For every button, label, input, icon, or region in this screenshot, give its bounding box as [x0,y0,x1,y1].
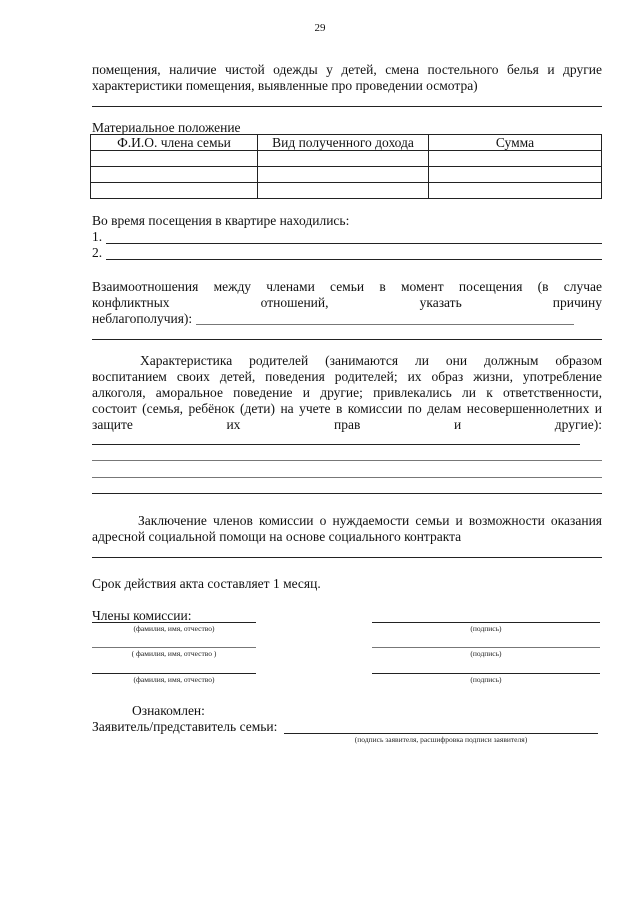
member-2-sign-line[interactable] [372,647,600,648]
parents-answer-line-1[interactable] [92,444,580,445]
present-heading: Во время посещения в квартире находились: [92,213,350,228]
parents-line-4: состоит (семья, ребёнок (дети) на учете в комиссии по делам несовершеннолетних и [92,401,602,416]
relations-answer-line[interactable] [92,339,602,340]
acknowledged-heading: Ознакомлен: [132,703,205,718]
cell-input[interactable] [91,151,258,167]
conclusion-line-2: адресной социальной помощи на основе социального контракта [92,529,462,544]
table-row [91,183,602,199]
col-amount: Сумма [429,135,602,151]
member-2-name-line[interactable] [92,647,256,648]
member-2-sign-caption: (подпись) [470,649,502,658]
cell-input[interactable] [258,167,429,183]
material-heading: Материальное положение [92,120,241,135]
cell-input[interactable] [258,151,429,167]
member-1-sign-caption: (подпись) [470,624,502,633]
member-1-name-line[interactable] [92,622,256,623]
present-line-1[interactable] [106,243,602,244]
term-text: Срок действия акта составляет 1 месяц. [92,576,321,591]
page-number: 29 [314,22,326,34]
member-1-name-caption: (фамилия, имя, отчество) [133,624,215,633]
cell-input[interactable] [429,151,602,167]
cell-input[interactable] [258,183,429,199]
present-item-2: 2. [92,245,103,260]
present-item-1: 1. [92,229,103,244]
parents-line-5: защите их прав и другие): [92,417,602,432]
member-3-sign-line[interactable] [372,673,600,674]
parents-answer-line-2[interactable] [92,460,602,461]
cell-input[interactable] [429,167,602,183]
member-3-name-line[interactable] [92,673,256,674]
relations-line-1: Взаимоотношения между членами семьи в момент посещения (в случае [92,279,602,294]
income-table [90,134,602,199]
table-row [91,167,602,183]
col-name: Ф.И.О. члена семьи [91,135,258,151]
intro-line-2: характеристики помещения, выявленные про проведении осмотра) [92,78,478,93]
intro-line-1: помещения, наличие чистой одежды у детей, смена постельного белья и другие [92,62,602,77]
member-3-sign-caption: (подпись) [470,675,502,684]
commission-heading: Члены комиссии: [92,608,192,623]
conclusion-line-1: Заключение членов комиссии о нуждаемости семьи и возможности оказания [138,513,602,528]
intro-answer-line[interactable] [92,106,602,107]
parents-answer-line-4[interactable] [92,493,602,494]
table-row [91,151,602,167]
relations-reason-line[interactable] [196,324,574,325]
member-2-name-caption: ( фамилия, имя, отчество ) [131,649,217,658]
member-3-name-caption: (фамилия, имя, отчество) [133,675,215,684]
parents-answer-line-3[interactable] [92,477,602,478]
relations-line-2: конфликтных отношений, указать причину [92,295,602,310]
conclusion-answer-line[interactable] [92,557,602,558]
cell-input[interactable] [429,183,602,199]
parents-line-1: Характеристика родителей (занимаются ли они должным образом [140,353,602,368]
parents-line-3: алкоголя, аморальное поведение и другие; привлекались ли к ответственности, [92,385,602,400]
member-1-sign-line[interactable] [372,622,600,623]
relations-line-3: неблагополучия): [92,311,193,326]
cell-input[interactable] [91,167,258,183]
applicant-label: Заявитель/представитель семьи: [92,719,278,734]
applicant-caption: (подпись заявителя, расшифровка подписи заявителя) [354,735,528,744]
applicant-sign-line[interactable] [284,733,598,734]
cell-input[interactable] [91,183,258,199]
col-income-type: Вид полученного дохода [258,135,429,151]
present-line-2[interactable] [106,259,602,260]
parents-line-2: воспитанием своих детей, поведения родителей; их образ жизни, употребление [92,369,602,384]
